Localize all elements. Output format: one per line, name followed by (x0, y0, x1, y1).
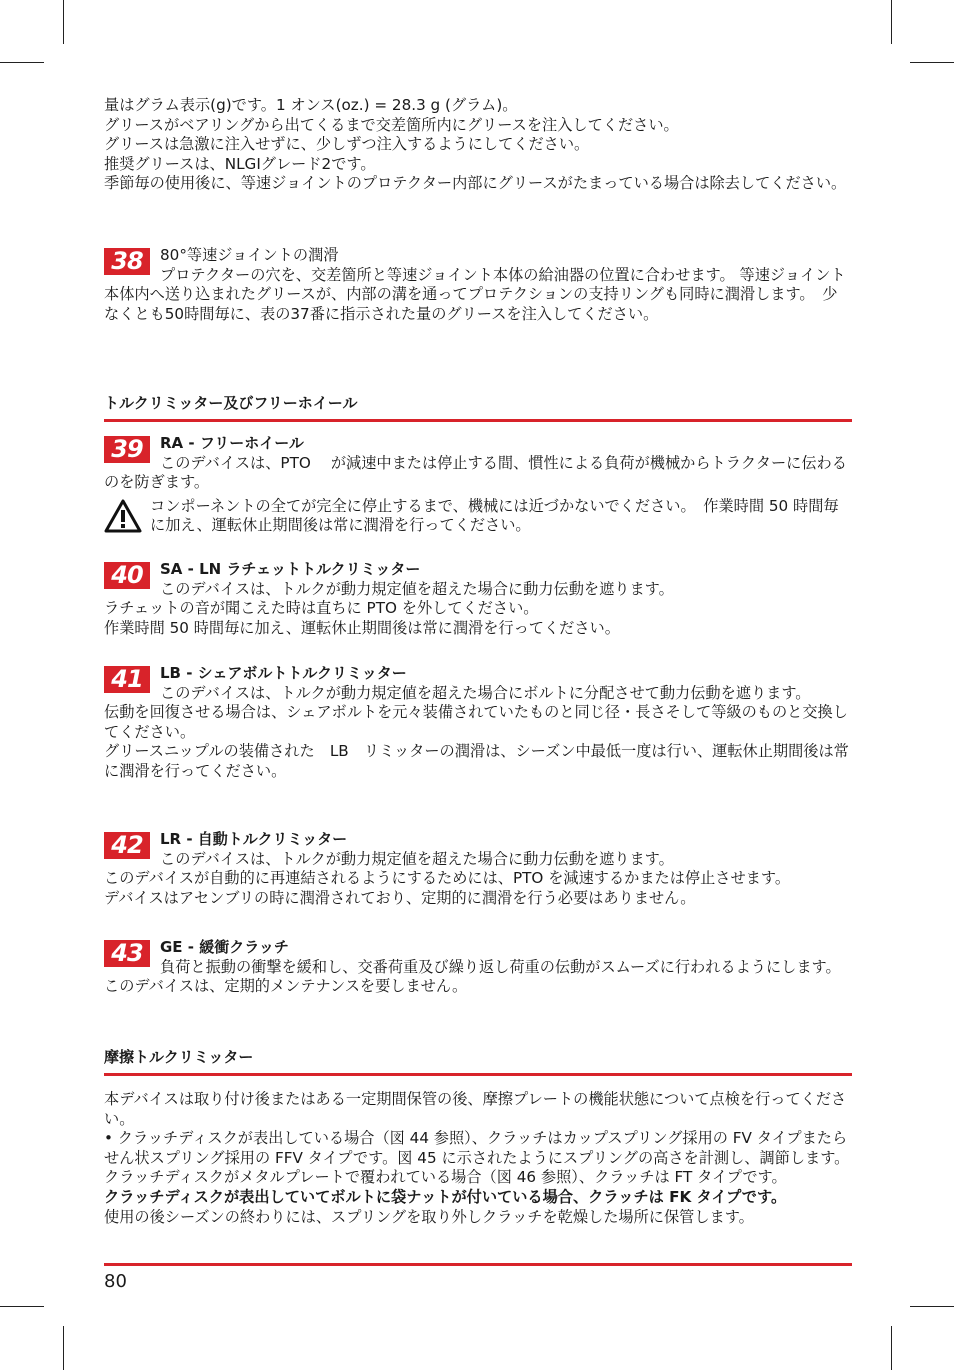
section-heading: トルクリミッター及びフリーホイール (104, 394, 358, 412)
warning-icon (104, 499, 142, 533)
section-number: 40 (104, 562, 150, 589)
crop-mark (910, 62, 954, 63)
section-41 (104, 664, 852, 782)
intro-block (104, 96, 852, 194)
crop-mark (891, 1326, 892, 1370)
intro-line: グリースは急激に注入せずに、少しずつ注入するようにしてください。 (104, 135, 590, 154)
crop-mark (0, 62, 44, 63)
section-text: デバイスはアセンブリの時に潤滑されており、定期的に潤滑を行う必要はありません。 (104, 888, 696, 907)
section-number: 42 (104, 832, 150, 859)
section-42 (104, 830, 852, 908)
section-title: LR - 自動トルクリミッター (160, 830, 348, 848)
section-number: 39 (104, 436, 150, 463)
section-body: プロテクターの穴を、交差箇所と等速ジョイント本体の給油器の位置に合わせます。 等速ジョイント本体内へ送り込まれたグリースが、内部の溝を通ってプロテクションの支持リングも同時に潤滑します。 少なくとも50時間毎に、表の37番に指示された量のグリースを注入してください。 (104, 265, 846, 323)
section-38 (104, 246, 852, 324)
warning-block (104, 497, 852, 536)
section-body: このデバイスは、トルクが動力規定値を超えた場合にボルトに分配させて動力伝動を遮ります。 (160, 683, 811, 702)
section-title: 80°等速ジョイントの潤滑 (160, 246, 339, 264)
intro-line: 量はグラム表示(g)です。1 オンス(oz.) = 28.3 g (グラム)。 (104, 96, 518, 114)
section-39 (104, 434, 852, 536)
heading-rule (104, 1073, 852, 1076)
section-43 (104, 938, 852, 997)
paragraph: 使用の後シーズンの終わりには、スプリングを取り外しクラッチを乾燥した場所に保管します。 (104, 1207, 754, 1226)
section-title: LB - シェアボルトトルクリミッター (160, 664, 407, 682)
intro-line: 季節毎の使用後に、等速ジョイントのプロテクター内部にグリースがたまっている場合は除去してください。 (104, 174, 847, 193)
crop-mark (63, 1326, 64, 1370)
friction-limiter-block (104, 1090, 852, 1227)
section-text: 作業時間 50 時間毎に加え、運転休止期間後は常に潤滑を行ってください。 (104, 618, 620, 637)
heading-rule (104, 419, 852, 422)
intro-line: グリースがベアリングから出てくるまで交差箇所内にグリースを注入してください。 (104, 115, 679, 134)
paragraph: • クラッチディスクが表出している場合（図 44 参照）、クラッチはカップスプリング採用の FV タイプまたらせん状スプリング採用の FFV タイプです。図 45 に示されたようにスプリングの高さを計測し、調節します。クラッチディスクがメタルプレートで覆われている場合（図 46 参照）、クラッチは FT タイプです。 (104, 1129, 850, 1187)
section-title: GE - 緩衝クラッチ (160, 938, 289, 956)
section-number: 43 (104, 940, 150, 967)
warning-text: コンポーネントの全てが完全に停止するまで、機械には近づかないでください。 作業時間 50 時間毎に加え、運転休止期間後は常に潤滑を行ってください。 (150, 496, 839, 535)
bottom-rule (104, 1263, 852, 1266)
section-text: このデバイスは、定期的メンテナンスを要しません。 (104, 977, 468, 996)
section-body: 負荷と振動の衝撃を緩和し、交番荷重及び繰り返し荷重の伝動がスムーズに行われるようにします。 (160, 957, 841, 976)
section-title: RA - フリーホイール (160, 434, 304, 452)
section-text: グリースニップルの装備された LB リミッターの潤滑は、シーズン中最低一度は行い、運転休止期間後は常に潤滑を行ってください。 (104, 742, 849, 780)
paragraph-bold: クラッチディスクが表出していてボルトに袋ナットが付いている場合、クラッチは FK タイプです。 (104, 1187, 787, 1206)
crop-mark (910, 1306, 954, 1307)
intro-line: 推奨グリースは、NLGIグレード2です。 (104, 154, 376, 173)
section-40 (104, 560, 852, 638)
section-number: 38 (104, 248, 150, 275)
section-heading: 摩擦トルクリミッター (104, 1048, 254, 1066)
section-text: 伝動を回復させる場合は、シェアボルトを元々装備されていたものと同じ径・長さそして等級のものと交換してください。 (104, 703, 848, 741)
crop-mark (63, 0, 64, 44)
page-number: 80 (104, 1271, 127, 1292)
section-body: このデバイスは、トルクが動力規定値を超えた場合に動力伝動を遮ります。 (160, 579, 674, 598)
paragraph: 本デバイスは取り付け後またはある一定期間保管の後、摩擦プレートの機能状態について点検を行ってください。 (104, 1090, 847, 1128)
crop-mark (891, 0, 892, 44)
section-number: 41 (104, 666, 150, 693)
crop-mark (0, 1306, 44, 1307)
section-text: ラチェットの音が聞こえた時は直ちに PTO を外してください。 (104, 599, 539, 618)
section-title: SA - LN ラチェットトルクリミッター (160, 560, 421, 578)
section-body: このデバイスは、PTO が減速中または停止する間、慣性による負荷が機械からトラクターに伝わるのを防ぎます。 (104, 453, 847, 492)
section-text: このデバイスが自動的に再連結されるようにするためには、PTO を減速するかまたは停止させます。 (104, 869, 790, 888)
section-body: このデバイスは、トルクが動力規定値を超えた場合に動力伝動を遮ります。 (160, 849, 674, 868)
